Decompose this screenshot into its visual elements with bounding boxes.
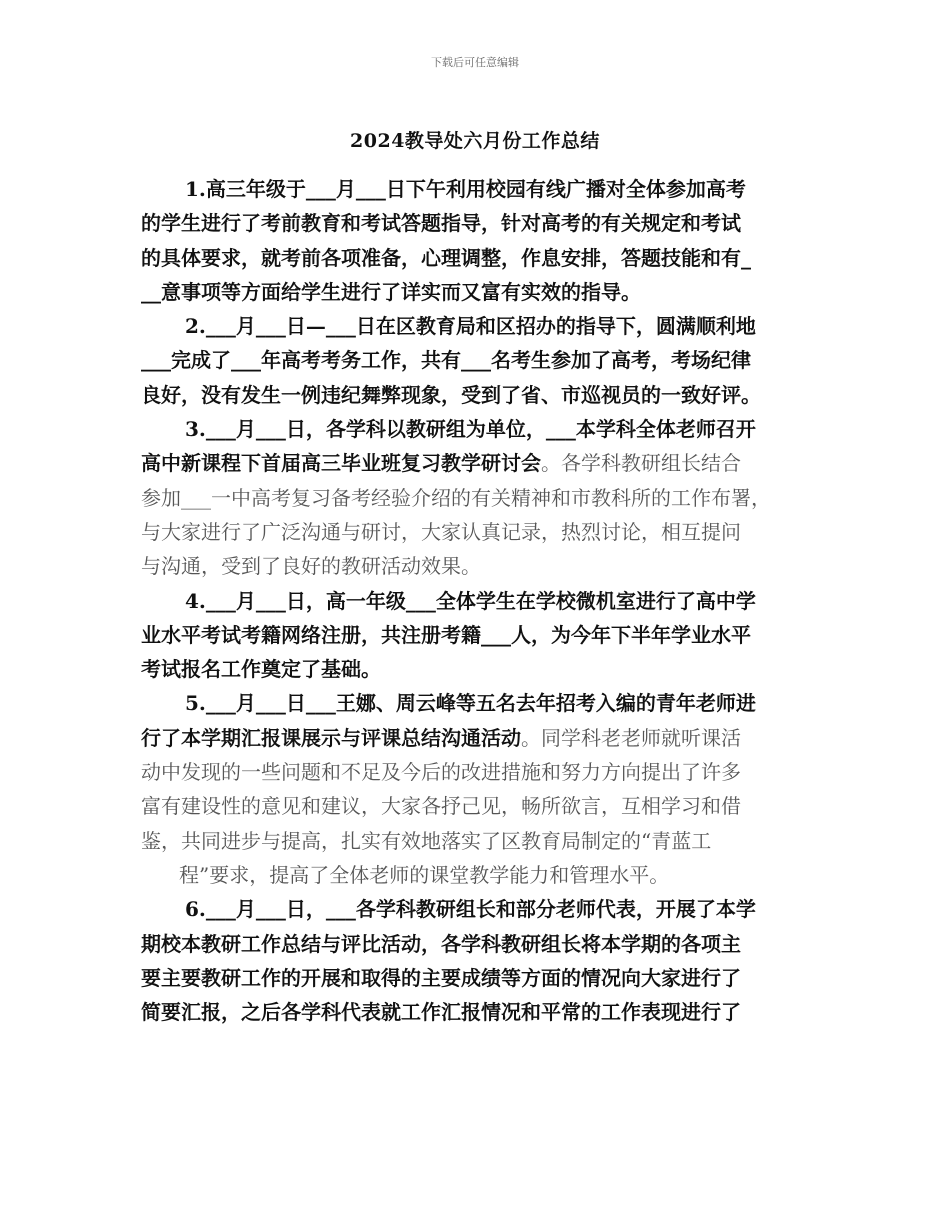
text-line [141, 618, 813, 652]
document-title: 2024教导处六月份工作总结 [350, 130, 600, 152]
text-segment: 期校本教研工作总结与评比活动，各学科教研组长将本学期的各项主 [141, 931, 741, 956]
text-segment: 。各学科教研组长结合 [541, 451, 741, 476]
text-segment: 2.___月___日—___日在区教育局和区招办的指导下，圆满顺利地 [185, 314, 756, 339]
text-line [141, 961, 813, 995]
text-segment: 参加___一中高考复习备考经验介绍的有关精神和市教科所的工作布署， [141, 485, 771, 510]
document-body [141, 172, 813, 1029]
text-segment: 6.___月___日，___各学科教研组长和部分老师代表，开展了本学 [185, 897, 756, 922]
text-segment: 。同学科老老师就听课活 [521, 725, 741, 750]
text-line [141, 481, 813, 515]
text-segment: ___完成了___年高考考务工作，共有___名考生参加了高考，考场纪律 [141, 348, 751, 373]
text-segment: 4.___月___日，高一年级___全体学生在学校微机室进行了高中学 [185, 588, 756, 613]
text-line [141, 241, 813, 275]
text-segment: __意事项等方面给学生进行了详实而又富有实效的指导。 [141, 279, 641, 304]
text-line [141, 584, 813, 618]
text-segment: 与沟通，受到了良好的教研活动效果。 [141, 554, 481, 579]
text-line [141, 927, 813, 961]
text-segment: 5.___月___日___王娜、周云峰等五名去年招考入编的青年老师进 [185, 691, 756, 716]
text-segment: 行了本学期汇报课展示与评课总结沟通活动 [141, 725, 521, 750]
text-segment: 富有建设性的意见和建议，大家各抒己见，畅所欲言，互相学习和借 [141, 794, 741, 819]
text-line [141, 995, 813, 1029]
text-line [141, 721, 813, 755]
text-line [141, 309, 813, 343]
text-segment: 高中新课程下首届高三毕业班复习教学研讨会 [141, 451, 541, 476]
header-note: 下载后可任意编辑 [431, 56, 519, 69]
text-segment: 鉴，共同进步与提高，扎实有效地落实了区教育局制定的“青蓝工 [141, 828, 712, 853]
text-line [141, 686, 813, 720]
text-line [141, 824, 813, 858]
text-line [141, 378, 813, 412]
text-segment: 的学生进行了考前教育和考试答题指导，针对高考的有关规定和考试 [141, 211, 741, 236]
text-segment: 1.高三年级于___月___日下午利用校园有线广播对全体参加高考 [185, 177, 746, 201]
text-segment: 的具体要求，就考前各项准备，心理调整，作息安排，答题技能和有_ [141, 245, 751, 270]
text-segment: 简要汇报，之后各学科代表就工作汇报情况和平常的工作表现进行了 [141, 1000, 741, 1025]
text-line [141, 446, 813, 480]
text-segment: 要主要教研工作的开展和取得的主要成绩等方面的情况向大家进行了 [141, 965, 741, 990]
text-line [141, 549, 813, 583]
text-line [141, 858, 813, 892]
text-segment: 3.___月___日，各学科以教研组为单位，___本学科全体老师召开 [185, 417, 756, 442]
text-line [141, 412, 813, 446]
text-line [141, 343, 813, 377]
text-line [141, 892, 813, 926]
text-line [141, 515, 813, 549]
text-line [141, 755, 813, 789]
text-line [141, 789, 813, 823]
text-line [141, 652, 813, 686]
text-segment: 业水平考试考籍网络注册，共注册考籍___人，为今年下半年学业水平 [141, 622, 751, 647]
text-segment: 与大家进行了广泛沟通与研讨，大家认真记录，热烈讨论，相互提问 [141, 519, 741, 544]
text-line [141, 172, 813, 206]
text-segment: 动中发现的一些问题和不足及今后的改进措施和努力方向提出了许多 [141, 760, 741, 785]
text-segment: 程”要求，提高了全体老师的课堂教学能力和管理水平。 [179, 862, 670, 887]
text-segment: 良好，没有发生一例违纪舞弊现象，受到了省、市巡视员的一致好评。 [141, 382, 761, 407]
text-line [141, 275, 813, 309]
text-line [141, 206, 813, 240]
text-segment: 考试报名工作奠定了基础。 [141, 657, 381, 682]
